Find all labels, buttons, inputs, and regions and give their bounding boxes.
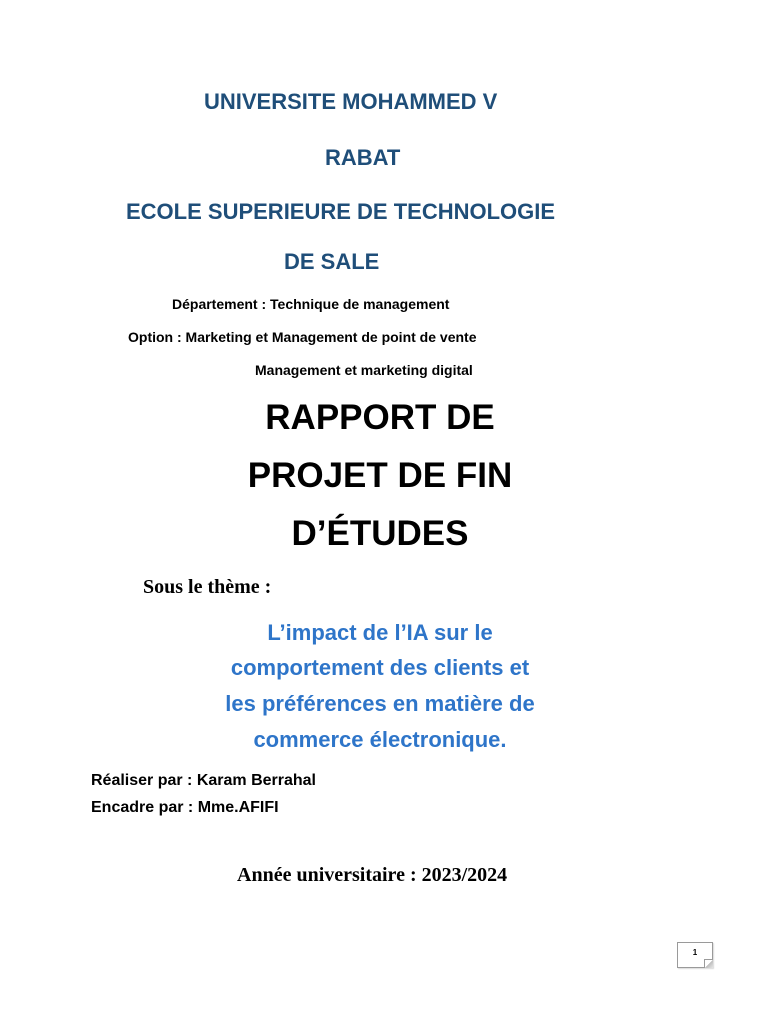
school-name-line1: ECOLE SUPERIEURE DE TECHNOLOGIE xyxy=(126,199,556,224)
page-number-box xyxy=(677,942,713,968)
school-name-line2: DE SALE xyxy=(284,249,380,274)
report-title-line1: RAPPORT DE xyxy=(265,398,495,437)
option-line: Option : Marketing et Management de point de vente xyxy=(128,329,477,345)
page-number: 1 xyxy=(692,948,698,957)
report-title-line3: D’ÉTUDES xyxy=(291,514,469,553)
theme-line2: comportement des clients et xyxy=(230,655,530,680)
theme-line4: commerce électronique. xyxy=(253,727,507,752)
university-name: UNIVERSITE MOHAMMED V xyxy=(204,89,498,114)
author-line: Réaliser par : Karam Berrahal xyxy=(91,772,316,789)
theme-line1: L’impact de l’IA sur le xyxy=(267,620,493,645)
theme-label: Sous le thème : xyxy=(143,576,272,598)
supervisor-line: Encadre par : Mme.AFIFI xyxy=(91,799,279,816)
report-title-line2: PROJET DE FIN xyxy=(247,456,513,495)
city-name: RABAT xyxy=(325,145,401,170)
theme-line3: les préférences en matière de xyxy=(225,691,535,716)
academic-year: Année universitaire : 2023/2024 xyxy=(237,864,508,886)
option-line-2: Management et marketing digital xyxy=(255,362,473,378)
page-fold-icon xyxy=(704,959,713,968)
department-line: Département : Technique de management xyxy=(172,296,450,312)
